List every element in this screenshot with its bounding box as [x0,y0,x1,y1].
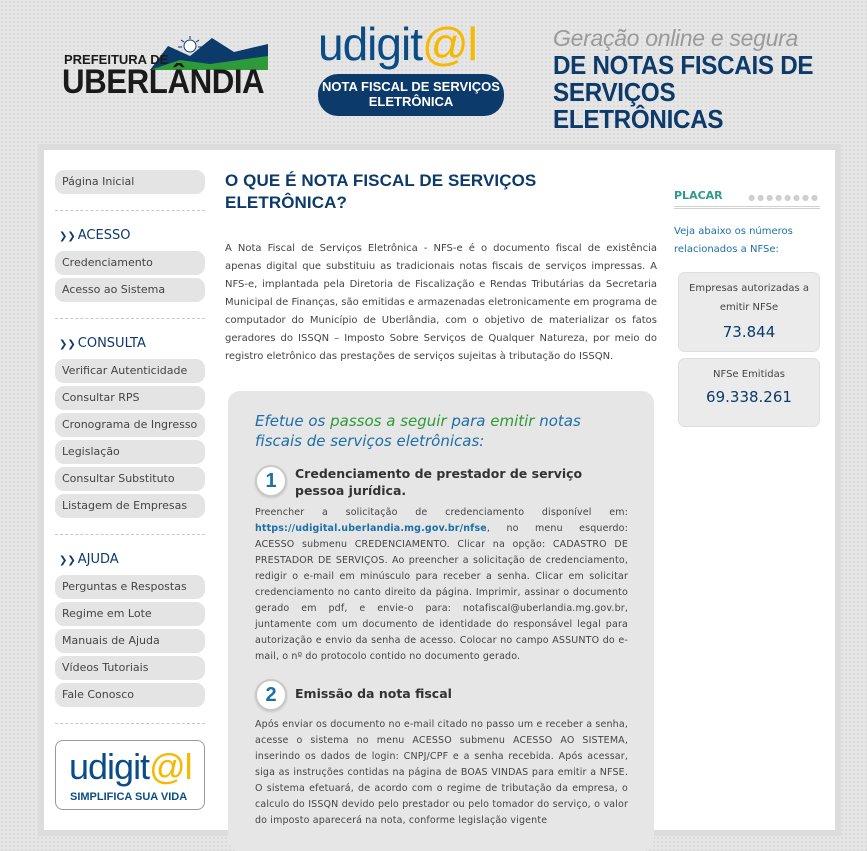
sidebar-item-regime-lote[interactable]: Regime em Lote [55,602,205,626]
chevron-right-icon: ❯❯ [59,555,76,566]
udigital-logo[interactable] [316,14,506,120]
main-panel [44,150,835,830]
prefeitura-logo[interactable] [62,32,272,104]
udigital-banner-slogan: SIMPLIFICA SUA VIDA [70,791,188,803]
main-content [225,170,657,826]
step-number-badge: 1 [255,465,287,497]
sidebar-divider [55,534,205,535]
nfse-link[interactable]: https://udigital.uberlandia.mg.gov.br/nfse [255,523,487,534]
tagline-line1: Geração online e segura [553,25,798,51]
sidebar-item-legislacao[interactable]: Legislação [55,440,205,464]
chevron-right-icon: ❯❯ [59,339,76,350]
sidebar-nav [55,170,205,810]
step-2 [255,679,628,829]
stat-label: NFSe Emitidas [713,369,785,380]
step-number-badge: 2 [255,679,287,711]
prefeitura-label: PREFEITURA DE [64,52,169,67]
sidebar-item-consultar-rps[interactable]: Consultar RPS [55,386,205,410]
sidebar-divider [55,723,205,724]
sidebar-section-consulta: ❯❯ CONSULTA [59,336,146,351]
sidebar-item-listagem-empresas[interactable]: Listagem de Empresas [55,494,205,518]
stat-label: Empresas autorizadas a emitir NFSe [689,283,809,313]
stat-card-empresas [679,273,819,351]
sidebar-section-ajuda: ❯❯ AJUDA [59,552,119,567]
placar-title: PLACAR ●●●●●●●● [674,188,820,209]
sidebar-item-acesso-sistema[interactable]: Acesso ao Sistema [55,278,205,302]
placar-panel [674,188,820,426]
city-name: UBERLÂNDIA [62,63,265,101]
sidebar-item-cronograma[interactable]: Cronograma de Ingresso [55,413,205,437]
sidebar-section-acesso: ❯❯ ACESSO [59,228,131,243]
step-1 [255,465,628,665]
tagline-line2: DE NOTAS FISCAIS DE SERVIÇOS ELETRÔNICAS [553,50,814,134]
steps-heading: Efetue os passos a seguir para emitir notas fiscais de serviços eletrônicas: [255,412,581,450]
sidebar-item-pagina-inicial[interactable]: Página Inicial [55,170,205,194]
sidebar-item-credenciamento[interactable]: Credenciamento [55,251,205,275]
sidebar-item-consultar-substituto[interactable]: Consultar Substituto [55,467,205,491]
page-title: O QUE É NOTA FISCAL DE SERVIÇOS ELETRÔNICA? [225,171,537,212]
step-body: Após enviar os documento no e-mail citado no passo um e receber a senha, acesse o sistema no menu ACESSO submenu ACESSO AO SISTEMA, inserindo os dados de login: CNPJ/CPF e a senha recebida. Após acessar, siga as instruções contidas na página de BOAS VINDAS para emitir a NFSE. O sistema efetuará, de acordo com o regime de tributação da empresa, o calculo do ISSQN devido pelo prestador ou pelo tomador do serviço, o valor do imposto aparecerá na nota, conforme legislação vigente [255,719,628,826]
step-title: Credenciamento de prestador de serviço pessoa jurídica. [295,466,583,498]
intro-paragraph: A Nota Fiscal de Serviços Eletrônica - NFS-e é o documento fiscal de existência apenas digital que substituiu as tradicionais notas fiscais de serviços impressas. A NFS-e, implantada pela Diretoria de Fiscalização e Rendas Tributárias da Secretaria Municipal de Finanças, são emitidas e armazenadas eletronicamente em programa de computador do Município de Uberlândia, com o objetivo de materializar os fatos geradores do ISSQN – Imposto Sobre Serviços de Qualquer Natureza, por meio do registro eletrônico das prestações de serviços sujeitas à tributação do ISSQN. [225,243,657,362]
steps-box [228,391,654,851]
sidebar-item-manuais[interactable]: Manuais de Ajuda [55,629,205,653]
decorative-dots: ●●●●●●●● [748,193,820,202]
step-title: Emissão da nota fiscal [295,686,452,701]
step-body: Preencher a solicitação de credenciamento disponível em: https://udigital.uberlandia.mg.gov.br/nfse, no menu esquerdo: ACESSO submenu CREDENCIAMENTO. Clicar na opção: CADASTRO DE PRESTADOR DE SERVIÇOS. Ao preencher a solicitação de credenciamento, redigir o e-mail em minúsculo para receber a senha. Clicar em solicitar credenciamento no canto direito da página. Imprimir, assinar o documento gerado em pdf, e envie-o para: notafiscal@uberlandia.mg.gov.br, juntamente com um documento de identidade do responsável legal para autorização e envio da senha de acesso. Colocar no campo ASSUNTO do e-mail, o nº do protocolo contido no documento gerado. [255,507,628,662]
udigital-brand: udigit@l [318,18,477,70]
sidebar-item-fale-conosco[interactable]: Fale Conosco [55,683,205,707]
sidebar-item-videos[interactable]: Vídeos Tutoriais [55,656,205,680]
stat-value: 73.844 [722,323,776,341]
sidebar-item-perguntas[interactable]: Perguntas e Respostas [55,575,205,599]
stat-card-nfse-emitidas [679,359,819,426]
sidebar-item-verificar-autenticidade[interactable]: Verificar Autenticidade [55,359,205,383]
sidebar-divider [55,318,205,319]
placar-description: Veja abaixo os números relacionados a NFSe: [674,226,793,255]
udigital-subtitle: NOTA FISCAL DE SERVIÇOS ELETRÔNICA [318,74,504,116]
udigital-banner-brand: udigit@l [69,746,192,787]
site-header [0,0,867,140]
header-tagline [553,24,853,133]
chevron-right-icon: ❯❯ [59,231,76,242]
stat-value: 69.338.261 [706,388,792,406]
udigital-banner[interactable] [55,740,205,810]
sidebar-divider [55,210,205,211]
